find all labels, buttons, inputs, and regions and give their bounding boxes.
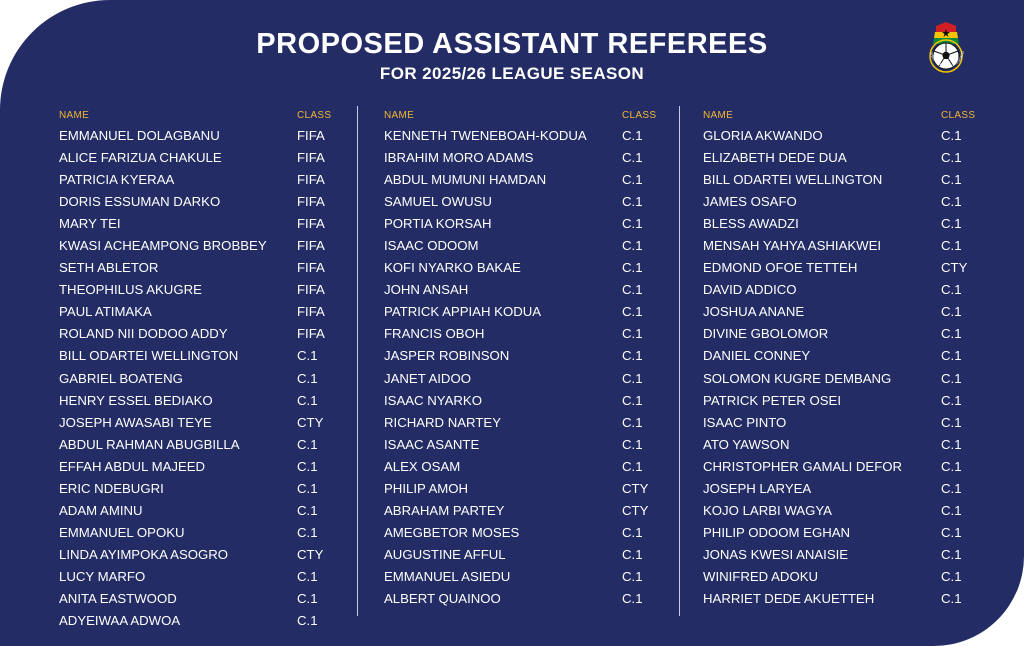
referee-name: EMMANUEL DOLAGBANU [59,128,220,143]
column-header [703,110,983,124]
referee-name: ABRAHAM PARTEY [384,502,505,518]
referee-name: WINIFRED ADOKU [703,568,819,584]
referee-class: C.1 [622,370,643,386]
referee-class: FIFA [297,326,325,342]
referee-class: C.1 [941,546,962,562]
referee-name: SETH ABLETOR [59,260,159,276]
referee-name: ROLAND NII DODOO ADDY [59,326,228,342]
referee-class: CTY [622,480,649,496]
referee-name: ERIC NDEBUGRI [59,480,164,496]
referee-name: KWASI ACHEAMPONG BROBBEY [59,238,267,254]
referee-class: FIFA [297,172,325,188]
referee-class: C.1 [941,172,962,188]
referee-class: C.1 [622,150,643,166]
referee-name: PORTIA KORSAH [384,216,492,232]
referee-class: C.1 [297,568,318,584]
referee-class: FIFA [297,304,325,320]
referee-name: GABRIEL BOATENG [59,370,183,386]
referee-name: DANIEL CONNEY [703,348,811,364]
referee-class: CTY [297,414,324,430]
referee-class: C.1 [941,282,962,298]
referee-class: C.1 [622,282,643,298]
page-subtitle: FOR 2025/26 LEAGUE SEASON [379,64,645,83]
column-header [384,110,674,124]
referee-name: KOJO LARBI WAGYA [703,502,832,518]
referee-name: EFFAH ABDUL MAJEED [59,458,206,474]
referee-class: C.1 [622,568,643,584]
referee-name: DIVINE GBOLOMOR [703,326,829,342]
referee-name: CHRISTOPHER GAMALI DEFOR [703,458,903,474]
referee-class: C.1 [941,128,962,143]
referee-class: C.1 [297,613,318,629]
referee-name: ALEX OSAM [384,458,461,474]
referee-class: C.1 [622,238,643,254]
referee-name: PATRICK APPIAH KODUA [384,304,542,320]
referee-name: ABDUL RAHMAN ABUGBILLA [59,436,240,452]
referee-class: FIFA [297,216,325,232]
referee-name: LUCY MARFO [59,568,146,584]
referee-name: ISAAC ODOOM [384,238,479,254]
referee-name: PHILIP AMOH [384,480,469,496]
referee-class: C.1 [297,348,318,364]
class-header: CLASS [941,110,976,121]
referee-class: C.1 [622,458,643,474]
referee-name: HARRIET DEDE AKUETTEH [703,590,875,606]
referee-class: C.1 [941,392,962,408]
referee-class: C.1 [941,590,962,606]
referee-class: C.1 [622,348,643,364]
referee-class: C.1 [297,436,318,452]
referee-name: GLORIA AKWANDO [703,128,823,143]
referee-class: C.1 [941,326,962,342]
referee-class: C.1 [941,436,962,452]
referee-class: C.1 [622,436,643,452]
referee-name: BILL ODARTEI WELLINGTON [703,172,883,188]
referee-name: AUGUSTINE AFFUL [384,546,506,562]
referee-name: JASPER ROBINSON [384,348,510,364]
referee-name: JOSEPH LARYEA [703,480,812,496]
referee-name: FRANCIS OBOH [384,326,485,342]
referee-name: JANET AIDOO [384,370,471,386]
column-divider [679,106,680,616]
page-title: PROPOSED ASSISTANT REFEREES [256,28,768,60]
referee-name: AMEGBETOR MOSES [384,524,520,540]
referee-class: C.1 [941,414,962,430]
referee-name: LINDA AYIMPOKA ASOGRO [59,546,229,562]
referee-class: C.1 [622,414,643,430]
referee-class: C.1 [941,458,962,474]
logo-text: GHANA FOOTBALL ASSOCIATIO [929,50,966,69]
referee-name: HENRY ESSEL BEDIAKO [59,392,213,408]
referee-class: C.1 [622,546,643,562]
referee-name: PATRICIA KYERAA [59,172,175,188]
referee-class: C.1 [941,370,962,386]
class-header: CLASS [622,110,657,121]
referee-name: EMMANUEL ASIEDU [384,568,511,584]
referee-class: C.1 [941,480,962,496]
referee-column-2 [384,110,674,606]
referee-class: FIFA [297,194,325,210]
referee-class: C.1 [622,128,643,143]
referee-name: JOSHUA ANANE [703,304,805,320]
referee-name: MARY TEI [59,216,121,232]
referee-name: PATRICK PETER OSEI [703,392,842,408]
name-header: NAME [59,110,90,121]
column-header [59,110,349,124]
referee-name: EDMOND OFOE TETTEH [703,260,858,276]
referee-class: C.1 [622,216,643,232]
referee-class: C.1 [622,392,643,408]
referee-name: ELIZABETH DEDE DUA [703,150,847,166]
referee-name: DAVID ADDICO [703,282,797,298]
referee-name: BILL ODARTEI WELLINGTON [59,348,239,364]
referee-name: BLESS AWADZI [703,216,799,232]
referee-class: C.1 [941,150,962,166]
referee-class: C.1 [941,568,962,584]
referee-name: ISAAC NYARKO [384,392,482,408]
referee-class: C.1 [941,348,962,364]
referee-name: MENSAH YAHYA ASHIAKWEI [703,238,882,254]
referee-class: C.1 [622,194,643,210]
referee-class: C.1 [297,392,318,408]
referee-name: ADYEIWAA ADWOA [59,613,181,629]
referee-class: C.1 [622,590,643,606]
referee-class: FIFA [297,282,325,298]
referee-class: C.1 [297,524,318,540]
referee-class: C.1 [297,458,318,474]
referee-class: FIFA [297,128,325,143]
referee-name: JAMES OSAFO [703,194,797,210]
referee-class: C.1 [941,524,962,540]
referee-name: ATO YAWSON [703,436,790,452]
referee-class: FIFA [297,260,325,276]
referee-class: FIFA [297,238,325,254]
referee-name: JOHN ANSAH [384,282,469,298]
referee-name: KENNETH TWENEBOAH-KODUA [384,128,587,143]
referee-name: ALICE FARIZUA CHAKULE [59,150,222,166]
referee-name: PAUL ATIMAKA [59,304,152,320]
referee-name: EMMANUEL OPOKU [59,524,185,540]
referee-class: C.1 [941,194,962,210]
name-header: NAME [384,110,415,121]
referee-class: C.1 [622,304,643,320]
referee-name: DORIS ESSUMAN DARKO [59,194,221,210]
name-header: NAME [703,110,734,121]
referee-name: ALBERT QUAINOO [384,590,501,606]
referee-class: C.1 [622,260,643,276]
referee-class: C.1 [297,370,318,386]
referee-class: C.1 [297,480,318,496]
referee-class: CTY [622,502,649,518]
referee-name: RICHARD NARTEY [384,414,501,430]
referee-class: C.1 [941,216,962,232]
referee-column-1 [59,110,349,629]
gfa-logo-icon [918,20,974,82]
referee-name: ANITA EASTWOOD [59,590,177,606]
referee-name: ISAAC ASANTE [384,436,480,452]
referee-class: C.1 [622,524,643,540]
referee-name: ABDUL MUMUNI HAMDAN [384,172,547,188]
class-header: CLASS [297,110,332,121]
referee-name: THEOPHILUS AKUGRE [59,282,202,298]
referee-name: SAMUEL OWUSU [384,194,492,210]
referee-class: CTY [297,546,324,562]
referee-class: C.1 [297,590,318,606]
referee-class: C.1 [941,304,962,320]
referee-class: C.1 [622,172,643,188]
column-divider [357,106,358,616]
referee-name: PHILIP ODOOM EGHAN [703,524,851,540]
referee-class: FIFA [297,150,325,166]
referee-class: CTY [941,260,968,276]
referee-name: JOSEPH AWASABI TEYE [59,414,212,430]
referee-class: C.1 [941,502,962,518]
referee-name: JONAS KWESI ANAISIE [703,546,849,562]
referee-name: ADAM AMINU [59,502,143,518]
referee-name: SOLOMON KUGRE DEMBANG [703,370,892,386]
referee-class: C.1 [622,326,643,342]
referee-column-3 [703,110,983,606]
referee-class: C.1 [941,238,962,254]
referee-name: KOFI NYARKO BAKAE [384,260,521,276]
referee-name: IBRAHIM MORO ADAMS [384,150,534,166]
referee-class: C.1 [297,502,318,518]
referee-name: ISAAC PINTO [703,414,787,430]
